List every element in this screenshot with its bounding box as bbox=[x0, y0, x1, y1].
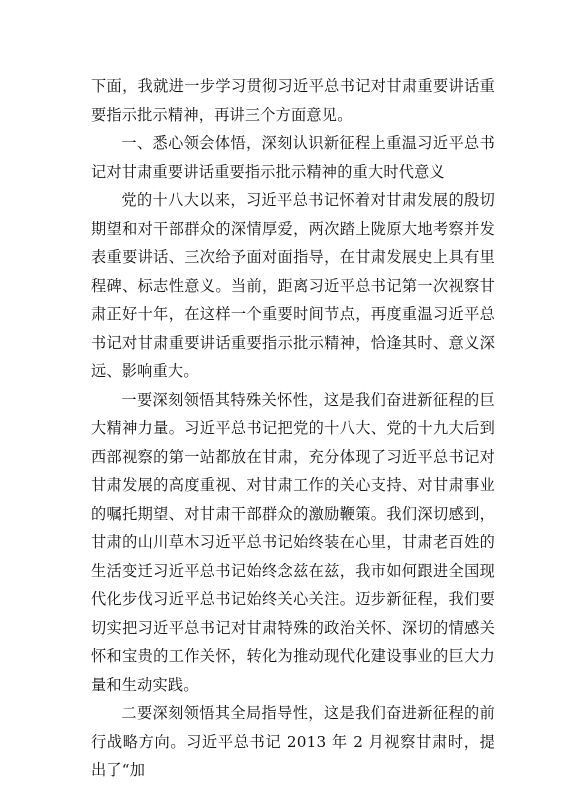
body-paragraph: 党的十八大以来，习近平总书记怀着对甘肃发展的殷切期望和对干部群众的深情厚爱，两次踏上陇原大地考察并发表重要讲话、三次给予面对面指导，在甘肃发展史上具有里程碑、标志性意义。当前，距离习近平总书记第一次视察甘肃正好十年，在这样一个重要时间节点，再度重温习近平总书记对甘肃重要讲话重要指示批示精神，恰逢其时、意义深远、影响重大。 bbox=[91, 191, 495, 380]
body-paragraph: 一要深刻领悟其特殊关怀性，这是我们奋进新征程的巨大精神力量。习近平总书记把党的十八大、党的十九大后到西部视察的第一站都放在甘肃，充分体现了习近平总书记对甘肃发展的高度重视、对甘肃工作的关心支持、对甘肃事业的嘱托期望、对甘肃干部群众的激励鞭策。我们深切感到，甘肃的山川草木习近平总书记始终装在心里，甘肃老百姓的生活变迁习近平总书记始终念兹在兹，我市如何跟进全国现代化步伐习近平总书记始终关心关注。迈步新征程，我们要切实把习近平总书记对甘肃特殊的政治关怀、深切的情感关怀和宝贵的工作关怀，转化为推动现代化建设事业的巨大力量和生动实践。 bbox=[91, 390, 495, 694]
section-heading: 一、悉心领会体悟，深刻认识新征程上重温习近平总书记对甘肃重要讲话重要指示批示精神的重大时代意义 bbox=[91, 134, 495, 181]
body-paragraph: 二要深刻领悟其全局指导性，这是我们奋进新征程的前行战略方向。习近平总书记 2013 年 2 月视察甘肃时，提出了“加 bbox=[91, 704, 495, 779]
intro-paragraph: 下面，我就进一步学习贯彻习近平总书记对甘肃重要讲话重要指示批示精神，再讲三个方面意见。 bbox=[91, 77, 495, 124]
document-body bbox=[91, 72, 495, 785]
